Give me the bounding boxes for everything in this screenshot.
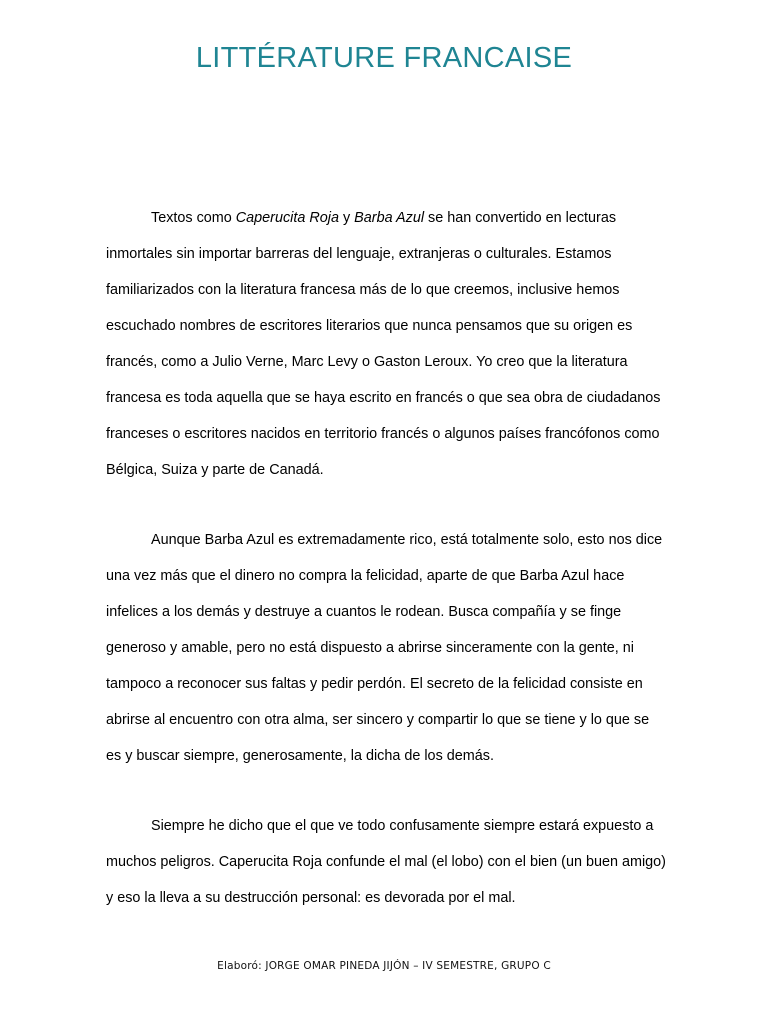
italic-title-caperucita: Caperucita Roja <box>235 210 339 226</box>
paragraph-1 <box>106 200 666 488</box>
paragraph-3: Siempre he dicho que el que ve todo confusamente siempre estará expuesto a muchos peligros. Caperucita Roja confunde el mal (el lobo) con el bien (un buen amigo) y eso la lleva a su destrucción personal: es devorada por el mal. <box>106 818 666 906</box>
document-body <box>106 200 666 950</box>
paragraph-1-text-rest: se han convertido en lecturas inmortales sin importar barreras del lenguaje, extranjeras o culturales. Estamos familiarizados con la literatura francesa más de lo que creemos, inclusive hemos escuchado nombres de escritores literarios que nunca pensamos que su origen es francés, como a Julio Verne, Marc Levy o Gaston Leroux. Yo creo que la literatura francesa es toda aquella que se haya escrito en francés o que sea obra de ciudadanos franceses o escritores nacidos en territorio francés o algunos países francófonos como Bélgica, Suiza y parte de Canadá. <box>106 210 661 478</box>
page-footer: Elaboró: JORGE OMAR PINEDA JIJÓN – IV SEMESTRE, GRUPO C <box>217 960 551 972</box>
paragraph-1-conjunction: y <box>338 210 355 226</box>
paragraph-1-text-start: Textos como <box>151 210 236 226</box>
page-title: LITTÉRATURE FRANCAISE <box>195 42 573 74</box>
italic-title-barba-azul: Barba Azul <box>354 210 425 226</box>
paragraph-2: Aunque Barba Azul es extremadamente rico, está totalmente solo, esto nos dice una vez más que el dinero no compra la felicidad, aparte de que Barba Azul hace infelices a los demás y destruye a cuantos le rodean. Busca compañía y se finge generoso y amable, pero no está dispuesto a abrirse sinceramente con la gente, ni tampoco a reconocer sus faltas y pedir perdón. El secreto de la felicidad consiste en abrirse al encuentro con otra alma, ser sincero y compartir lo que se tiene y lo que se es y buscar siempre, generosamente, la dicha de los demás. <box>106 532 663 764</box>
